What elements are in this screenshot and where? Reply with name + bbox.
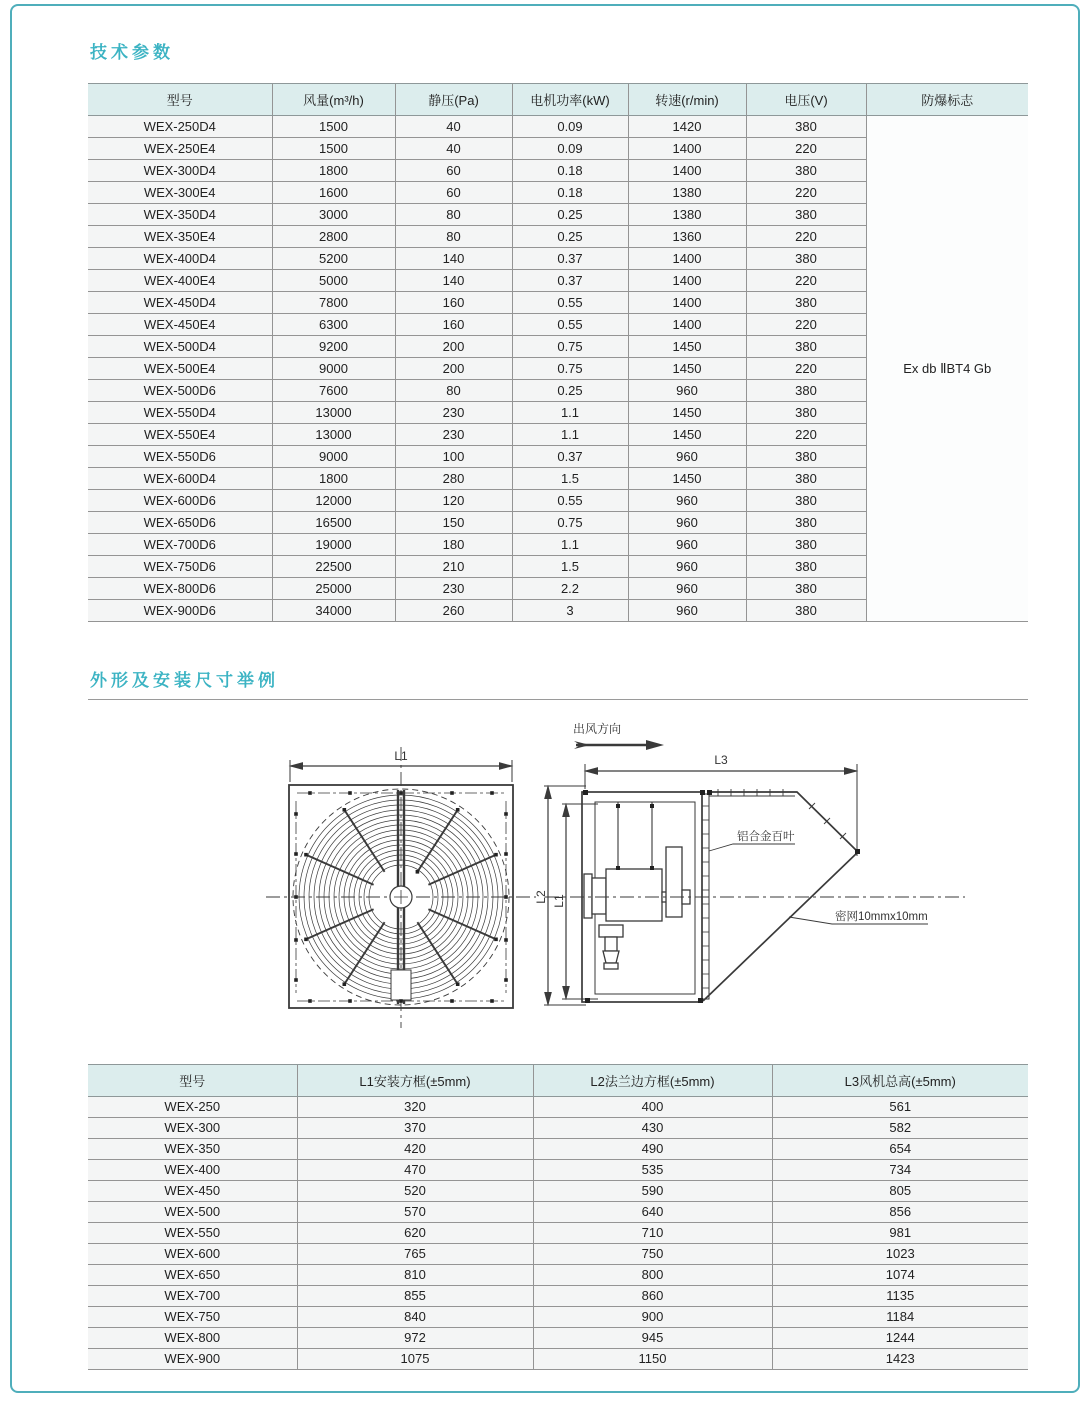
table-cell: 640 xyxy=(533,1202,772,1223)
table-cell: WEX-900 xyxy=(88,1349,297,1370)
table-cell: 80 xyxy=(395,380,512,402)
table-cell: 380 xyxy=(746,534,866,556)
table-cell: 7800 xyxy=(272,292,395,314)
table-cell: WEX-450E4 xyxy=(88,314,272,336)
table-cell: 945 xyxy=(533,1328,772,1349)
table-cell: WEX-350 xyxy=(88,1139,297,1160)
section-title-dimensions: 外形及安装尺寸举例 xyxy=(90,671,279,690)
datasheet-content xyxy=(88,0,1028,1370)
table-cell: 60 xyxy=(395,160,512,182)
table-cell: 1.5 xyxy=(512,468,628,490)
table-cell: 180 xyxy=(395,534,512,556)
column-header: 型号 xyxy=(88,84,272,116)
table-cell: 856 xyxy=(772,1202,1028,1223)
table-cell: WEX-400D4 xyxy=(88,248,272,270)
table-cell: 1.1 xyxy=(512,534,628,556)
table-row xyxy=(88,1307,1028,1328)
table-cell: 260 xyxy=(395,600,512,622)
table-cell: 1800 xyxy=(272,160,395,182)
table-cell: WEX-400 xyxy=(88,1160,297,1181)
table-cell: WEX-450 xyxy=(88,1181,297,1202)
table-cell: 230 xyxy=(395,424,512,446)
table-cell: 13000 xyxy=(272,402,395,424)
table-cell: 140 xyxy=(395,248,512,270)
table-row xyxy=(88,1097,1028,1118)
table-cell: 200 xyxy=(395,358,512,380)
column-header: 风量(m³/h) xyxy=(272,84,395,116)
table-cell: 800 xyxy=(533,1265,772,1286)
table-cell: 1400 xyxy=(628,314,746,336)
table-cell: 420 xyxy=(297,1139,533,1160)
table-cell: 710 xyxy=(533,1223,772,1244)
column-header: 转速(r/min) xyxy=(628,84,746,116)
table-cell: 960 xyxy=(628,380,746,402)
table-cell: 1.5 xyxy=(512,556,628,578)
table-cell: 25000 xyxy=(272,578,395,600)
section-title-tech-params: 技术参数 xyxy=(90,43,174,62)
table-cell: 490 xyxy=(533,1139,772,1160)
table-cell: 0.25 xyxy=(512,204,628,226)
table-cell: 380 xyxy=(746,292,866,314)
table-cell: WEX-750D6 xyxy=(88,556,272,578)
table-cell: WEX-500D4 xyxy=(88,336,272,358)
table-row xyxy=(88,1160,1028,1181)
table-cell: 561 xyxy=(772,1097,1028,1118)
dimension-table xyxy=(88,1064,1028,1370)
fan-front-view xyxy=(266,747,536,1028)
table-cell: WEX-250 xyxy=(88,1097,297,1118)
table-cell: 380 xyxy=(746,248,866,270)
table-cell: 805 xyxy=(772,1181,1028,1202)
table-cell: 9000 xyxy=(272,358,395,380)
table-cell: 960 xyxy=(628,578,746,600)
table-cell: 960 xyxy=(628,600,746,622)
side-l1-label: L1 xyxy=(552,894,566,908)
table-cell: 0.55 xyxy=(512,292,628,314)
table-cell: 380 xyxy=(746,512,866,534)
spec-table xyxy=(88,83,1028,622)
table-cell: 0.55 xyxy=(512,314,628,336)
table-cell: WEX-250E4 xyxy=(88,138,272,160)
section-divider xyxy=(88,699,1028,700)
table-cell: 1450 xyxy=(628,358,746,380)
table-cell: 2.2 xyxy=(512,578,628,600)
louver-strip xyxy=(702,794,709,999)
table-cell: 1600 xyxy=(272,182,395,204)
table-cell: 230 xyxy=(395,402,512,424)
table-cell: 0.37 xyxy=(512,270,628,292)
explosion-proof-mark-cell: Ex db ⅡBT4 Gb xyxy=(866,116,1028,622)
table-cell: 120 xyxy=(395,490,512,512)
front-l1-label: L1 xyxy=(394,749,408,763)
table-cell: 1075 xyxy=(297,1349,533,1370)
table-cell: 972 xyxy=(297,1328,533,1349)
spec-table-head xyxy=(88,84,1028,116)
table-row xyxy=(88,116,1028,138)
table-cell: 1244 xyxy=(772,1328,1028,1349)
table-cell: 960 xyxy=(628,446,746,468)
table-cell: WEX-350E4 xyxy=(88,226,272,248)
table-cell: 230 xyxy=(395,578,512,600)
table-cell: 220 xyxy=(746,270,866,292)
hood-outline xyxy=(703,792,858,1001)
table-cell: 380 xyxy=(746,468,866,490)
table-cell: 380 xyxy=(746,446,866,468)
table-cell: WEX-600D6 xyxy=(88,490,272,512)
table-cell: 3000 xyxy=(272,204,395,226)
table-cell: WEX-550D4 xyxy=(88,402,272,424)
dim-table-head xyxy=(88,1065,1028,1097)
table-cell: 220 xyxy=(746,226,866,248)
table-cell: WEX-900D6 xyxy=(88,600,272,622)
table-cell: 0.18 xyxy=(512,160,628,182)
table-cell: WEX-500E4 xyxy=(88,358,272,380)
table-cell: 0.75 xyxy=(512,512,628,534)
column-header: 电压(V) xyxy=(746,84,866,116)
spec-table-body xyxy=(88,116,1028,622)
table-cell: 0.75 xyxy=(512,358,628,380)
table-cell: 380 xyxy=(746,556,866,578)
table-cell: 60 xyxy=(395,182,512,204)
table-cell: 220 xyxy=(746,182,866,204)
table-cell: 220 xyxy=(746,358,866,380)
table-cell: 1423 xyxy=(772,1349,1028,1370)
table-cell: 520 xyxy=(297,1181,533,1202)
table-cell: 860 xyxy=(533,1286,772,1307)
table-cell: 1500 xyxy=(272,116,395,138)
table-cell: 380 xyxy=(746,336,866,358)
table-cell: 0.25 xyxy=(512,226,628,248)
column-header: 电机功率(kW) xyxy=(512,84,628,116)
table-cell: 765 xyxy=(297,1244,533,1265)
table-row xyxy=(88,1223,1028,1244)
table-cell: 0.18 xyxy=(512,182,628,204)
table-cell: 840 xyxy=(297,1307,533,1328)
table-cell: WEX-300E4 xyxy=(88,182,272,204)
table-cell: 210 xyxy=(395,556,512,578)
table-cell: 1400 xyxy=(628,160,746,182)
table-cell: 855 xyxy=(297,1286,533,1307)
air-out-direction-label: 出风方向 xyxy=(573,722,622,736)
mesh-label: 密网10mmx10mm xyxy=(835,911,928,923)
table-row xyxy=(88,1181,1028,1202)
table-cell: 3 xyxy=(512,600,628,622)
louver-label-leader xyxy=(709,844,795,851)
table-cell: 13000 xyxy=(272,424,395,446)
table-cell: 1400 xyxy=(628,138,746,160)
table-cell: 1400 xyxy=(628,270,746,292)
table-cell: 734 xyxy=(772,1160,1028,1181)
table-cell: WEX-750 xyxy=(88,1307,297,1328)
table-cell: 1380 xyxy=(628,182,746,204)
table-row xyxy=(88,1265,1028,1286)
table-cell: 6300 xyxy=(272,314,395,336)
table-cell: 2800 xyxy=(272,226,395,248)
table-cell: 400 xyxy=(533,1097,772,1118)
table-cell: WEX-550D6 xyxy=(88,446,272,468)
table-cell: 12000 xyxy=(272,490,395,512)
table-cell: WEX-450D4 xyxy=(88,292,272,314)
table-cell: 7600 xyxy=(272,380,395,402)
table-cell: 1500 xyxy=(272,138,395,160)
table-cell: 0.37 xyxy=(512,446,628,468)
table-cell: 750 xyxy=(533,1244,772,1265)
table-cell: 220 xyxy=(746,424,866,446)
table-cell: 654 xyxy=(772,1139,1028,1160)
table-cell: WEX-800 xyxy=(88,1328,297,1349)
table-cell: 1074 xyxy=(772,1265,1028,1286)
table-cell: 0.37 xyxy=(512,248,628,270)
column-header: L2法兰边方框(±5mm) xyxy=(533,1065,772,1097)
table-cell: 960 xyxy=(628,534,746,556)
table-cell: 80 xyxy=(395,204,512,226)
table-cell: 380 xyxy=(746,160,866,182)
table-cell: WEX-600 xyxy=(88,1244,297,1265)
table-cell: 1400 xyxy=(628,292,746,314)
table-cell: 0.25 xyxy=(512,380,628,402)
column-header: L1安装方框(±5mm) xyxy=(297,1065,533,1097)
table-cell: 280 xyxy=(395,468,512,490)
dim-table-body xyxy=(88,1097,1028,1370)
table-cell: 140 xyxy=(395,270,512,292)
table-cell: WEX-250D4 xyxy=(88,116,272,138)
side-l2-label: L2 xyxy=(534,890,548,904)
table-cell: 0.09 xyxy=(512,116,628,138)
table-cell: 1420 xyxy=(628,116,746,138)
table-cell: 220 xyxy=(746,314,866,336)
table-row xyxy=(88,1139,1028,1160)
table-cell: 1184 xyxy=(772,1307,1028,1328)
table-cell: 470 xyxy=(297,1160,533,1181)
table-cell: 810 xyxy=(297,1265,533,1286)
table-cell: WEX-700 xyxy=(88,1286,297,1307)
table-cell: WEX-300 xyxy=(88,1118,297,1139)
table-cell: WEX-300D4 xyxy=(88,160,272,182)
table-cell: 380 xyxy=(746,204,866,226)
table-cell: 430 xyxy=(533,1118,772,1139)
table-cell: 220 xyxy=(746,138,866,160)
table-cell: 40 xyxy=(395,116,512,138)
table-cell: WEX-800D6 xyxy=(88,578,272,600)
fan-drawing-svg xyxy=(88,714,1028,1059)
table-cell: 1450 xyxy=(628,424,746,446)
table-cell: WEX-700D6 xyxy=(88,534,272,556)
table-cell: 380 xyxy=(746,116,866,138)
table-cell: 0.75 xyxy=(512,336,628,358)
table-cell: 1450 xyxy=(628,468,746,490)
table-cell: 1450 xyxy=(628,336,746,358)
table-cell: 535 xyxy=(533,1160,772,1181)
table-cell: WEX-650 xyxy=(88,1265,297,1286)
table-cell: 320 xyxy=(297,1097,533,1118)
table-cell: 981 xyxy=(772,1223,1028,1244)
fan-side-view xyxy=(544,740,965,1005)
table-cell: 1135 xyxy=(772,1286,1028,1307)
table-cell: 570 xyxy=(297,1202,533,1223)
table-cell: 160 xyxy=(395,292,512,314)
table-cell: WEX-600D4 xyxy=(88,468,272,490)
table-cell: 19000 xyxy=(272,534,395,556)
table-cell: 380 xyxy=(746,578,866,600)
table-cell: 960 xyxy=(628,512,746,534)
table-cell: 1.1 xyxy=(512,402,628,424)
table-cell: 380 xyxy=(746,600,866,622)
table-row xyxy=(88,1244,1028,1265)
table-cell: 590 xyxy=(533,1181,772,1202)
table-cell: WEX-550E4 xyxy=(88,424,272,446)
table-cell: 5000 xyxy=(272,270,395,292)
side-l3-label: L3 xyxy=(714,753,728,767)
header-row xyxy=(88,84,1028,116)
front-bottom-bracket xyxy=(391,970,411,1000)
table-cell: 0.55 xyxy=(512,490,628,512)
table-cell: 380 xyxy=(746,402,866,424)
table-cell: 960 xyxy=(628,490,746,512)
table-cell: 5200 xyxy=(272,248,395,270)
table-cell: 9200 xyxy=(272,336,395,358)
table-cell: WEX-500 xyxy=(88,1202,297,1223)
table-cell: WEX-350D4 xyxy=(88,204,272,226)
table-cell: 1150 xyxy=(533,1349,772,1370)
column-header: 静压(Pa) xyxy=(395,84,512,116)
table-cell: 370 xyxy=(297,1118,533,1139)
louver-label: 铝合金百叶 xyxy=(737,831,795,843)
column-header: 型号 xyxy=(88,1065,297,1097)
table-row xyxy=(88,1118,1028,1139)
table-cell: 200 xyxy=(395,336,512,358)
dimension-diagram xyxy=(88,714,1028,1064)
table-cell: 900 xyxy=(533,1307,772,1328)
table-cell: 100 xyxy=(395,446,512,468)
table-cell: 34000 xyxy=(272,600,395,622)
table-cell: 150 xyxy=(395,512,512,534)
column-header: L3风机总高(±5mm) xyxy=(772,1065,1028,1097)
table-cell: 380 xyxy=(746,490,866,512)
column-header: 防爆标志 xyxy=(866,84,1028,116)
table-cell: 9000 xyxy=(272,446,395,468)
table-cell: 620 xyxy=(297,1223,533,1244)
table-cell: 80 xyxy=(395,226,512,248)
table-cell: 582 xyxy=(772,1118,1028,1139)
table-cell: WEX-650D6 xyxy=(88,512,272,534)
table-cell: 0.09 xyxy=(512,138,628,160)
table-cell: 960 xyxy=(628,556,746,578)
table-cell: 160 xyxy=(395,314,512,336)
table-cell: 1.1 xyxy=(512,424,628,446)
table-cell: 1450 xyxy=(628,402,746,424)
table-row xyxy=(88,1349,1028,1370)
table-cell: 1380 xyxy=(628,204,746,226)
table-cell: 1023 xyxy=(772,1244,1028,1265)
table-cell: 380 xyxy=(746,380,866,402)
header-row xyxy=(88,1065,1028,1097)
table-cell: WEX-500D6 xyxy=(88,380,272,402)
table-cell: WEX-550 xyxy=(88,1223,297,1244)
air-out-arrow xyxy=(574,740,664,750)
table-cell: 1800 xyxy=(272,468,395,490)
table-cell: 1400 xyxy=(628,248,746,270)
table-cell: WEX-400E4 xyxy=(88,270,272,292)
table-row xyxy=(88,1286,1028,1307)
table-cell: 40 xyxy=(395,138,512,160)
table-row xyxy=(88,1328,1028,1349)
table-row xyxy=(88,1202,1028,1223)
table-cell: 1360 xyxy=(628,226,746,248)
table-cell: 16500 xyxy=(272,512,395,534)
table-cell: 22500 xyxy=(272,556,395,578)
motor-assembly xyxy=(584,847,690,969)
